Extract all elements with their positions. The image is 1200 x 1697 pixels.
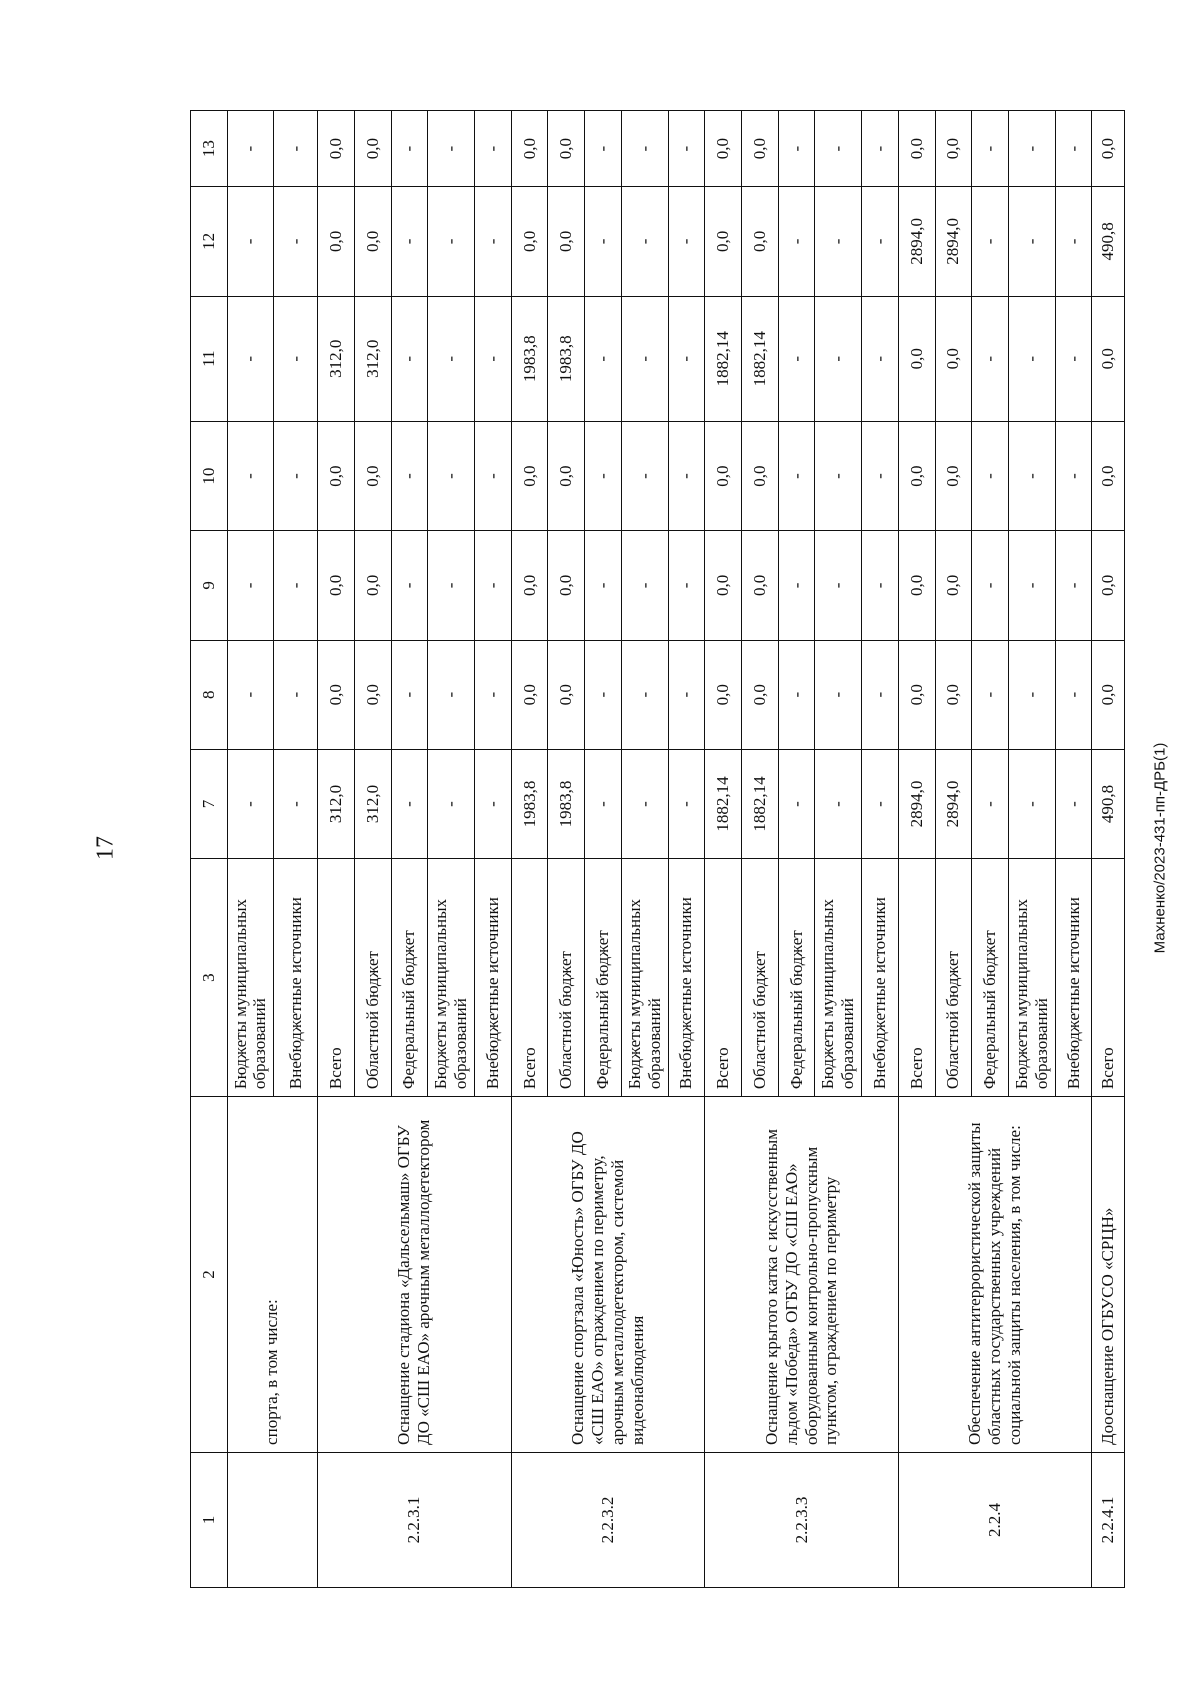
value-cell: - <box>668 640 705 749</box>
funding-source-cell: Федеральный бюджет <box>585 859 622 1097</box>
table-frame <box>190 110 1125 1588</box>
value-cell: - <box>227 421 274 530</box>
value-cell: - <box>621 640 668 749</box>
value-cell: - <box>862 531 899 640</box>
value-cell: - <box>474 421 511 530</box>
value-cell: - <box>274 640 318 749</box>
value-cell: - <box>862 296 899 421</box>
value-cell: - <box>391 421 428 530</box>
value-cell: - <box>815 296 862 421</box>
value-cell: - <box>668 187 705 296</box>
value-cell: - <box>778 640 815 749</box>
value-cell: - <box>668 296 705 421</box>
value-cell: 0,0 <box>898 531 935 640</box>
value-cell: 0,0 <box>511 421 548 530</box>
value-cell: 0,0 <box>935 111 972 187</box>
value-cell: 0,0 <box>705 531 742 640</box>
value-cell: - <box>227 187 274 296</box>
document-code: Махненко/2023-431-пп-ДРБ(1) <box>1151 742 1169 954</box>
table-row <box>898 111 935 1588</box>
value-cell: - <box>274 531 318 640</box>
funding-source-cell: Внебюджетные источники <box>474 859 511 1097</box>
value-cell: 0,0 <box>354 421 391 530</box>
value-cell: - <box>815 531 862 640</box>
value-cell: 1882,14 <box>705 296 742 421</box>
funding-source-cell: Внебюджетные источники <box>668 859 705 1097</box>
value-cell: - <box>428 111 475 187</box>
value-cell: - <box>474 640 511 749</box>
funding-source-cell: Бюджеты муниципальных образований <box>621 859 668 1097</box>
value-cell: - <box>274 111 318 187</box>
column-header: 2 <box>191 1097 228 1453</box>
funding-source-cell: Всего <box>898 859 935 1097</box>
value-cell: 0,0 <box>898 421 935 530</box>
value-cell: - <box>972 640 1009 749</box>
value-cell: - <box>862 187 899 296</box>
funding-source-cell: Федеральный бюджет <box>778 859 815 1097</box>
column-header: 3 <box>191 859 228 1097</box>
item-name-cell: Оснащение спортзала «Юность» ОГБУ ДО «СШ ЕАО» ограждением по периметру, арочным металлодетектором, системой видеонаблюдения <box>511 1097 705 1453</box>
value-cell: - <box>391 296 428 421</box>
value-cell: 0,0 <box>935 640 972 749</box>
funding-source-cell: Федеральный бюджет <box>391 859 428 1097</box>
item-name-cell: Дооснащение ОГБУСО «СРЦН» <box>1092 1097 1125 1453</box>
value-cell: - <box>778 111 815 187</box>
value-cell: - <box>474 111 511 187</box>
funding-source-cell: Бюджеты муниципальных образований <box>227 859 274 1097</box>
value-cell: - <box>227 111 274 187</box>
value-cell: - <box>585 421 622 530</box>
value-cell: 0,0 <box>318 640 355 749</box>
value-cell: 312,0 <box>354 749 391 858</box>
item-number-cell: 2.2.3.1 <box>318 1452 512 1587</box>
value-cell: 0,0 <box>511 640 548 749</box>
value-cell: 0,0 <box>318 421 355 530</box>
value-cell: - <box>1055 749 1092 858</box>
item-name-cell: Оснащение стадиона «Дальсельмаш» ОГБУ ДО «СШ ЕАО» арочным металлодетектором <box>318 1097 512 1453</box>
value-cell: - <box>1008 111 1055 187</box>
value-cell: 0,0 <box>741 640 778 749</box>
value-cell: - <box>274 421 318 530</box>
value-cell: 1983,8 <box>511 296 548 421</box>
column-header: 1 <box>191 1452 228 1587</box>
value-cell: - <box>428 296 475 421</box>
value-cell: 0,0 <box>354 187 391 296</box>
value-cell: 0,0 <box>741 111 778 187</box>
funding-source-cell: Областной бюджет <box>354 859 391 1097</box>
value-cell: - <box>668 531 705 640</box>
value-cell: 0,0 <box>548 111 585 187</box>
funding-source-cell: Внебюджетные источники <box>862 859 899 1097</box>
value-cell: 1983,8 <box>548 749 585 858</box>
value-cell: 0,0 <box>1092 111 1125 187</box>
value-cell: - <box>1008 421 1055 530</box>
funding-source-cell: Внебюджетные источники <box>1055 859 1092 1097</box>
value-cell: 0,0 <box>898 296 935 421</box>
value-cell: - <box>585 531 622 640</box>
item-name-cell: Обеспечение антитеррористической защиты областных государственных учреждений социальной защиты населения, в том числе: <box>898 1097 1092 1453</box>
value-cell: - <box>621 296 668 421</box>
value-cell: - <box>391 111 428 187</box>
value-cell: - <box>815 640 862 749</box>
value-cell: 0,0 <box>898 111 935 187</box>
value-cell: 0,0 <box>705 187 742 296</box>
value-cell: - <box>1008 749 1055 858</box>
value-cell: - <box>815 111 862 187</box>
value-cell: - <box>428 421 475 530</box>
value-cell: - <box>972 421 1009 530</box>
value-cell: - <box>972 187 1009 296</box>
funding-source-cell: Внебюджетные источники <box>274 859 318 1097</box>
value-cell: - <box>668 421 705 530</box>
budget-table <box>190 110 1125 1588</box>
value-cell: - <box>778 749 815 858</box>
value-cell: 0,0 <box>511 531 548 640</box>
column-header: 9 <box>191 531 228 640</box>
value-cell: 0,0 <box>741 187 778 296</box>
value-cell: - <box>862 111 899 187</box>
value-cell: - <box>474 531 511 640</box>
value-cell: - <box>227 531 274 640</box>
value-cell: - <box>474 296 511 421</box>
column-header: 8 <box>191 640 228 749</box>
value-cell: 0,0 <box>548 640 585 749</box>
value-cell: - <box>227 296 274 421</box>
funding-source-cell: Бюджеты муниципальных образований <box>1008 859 1055 1097</box>
value-cell: 312,0 <box>318 296 355 421</box>
column-header: 12 <box>191 187 228 296</box>
value-cell: 2894,0 <box>898 749 935 858</box>
value-cell: - <box>778 296 815 421</box>
funding-source-cell: Всего <box>511 859 548 1097</box>
value-cell: - <box>972 111 1009 187</box>
value-cell: - <box>621 749 668 858</box>
value-cell: - <box>815 187 862 296</box>
value-cell: - <box>668 749 705 858</box>
table-row <box>318 111 355 1588</box>
value-cell: - <box>621 531 668 640</box>
item-name-cell: спорта, в том числе: <box>227 1097 318 1453</box>
value-cell: - <box>227 640 274 749</box>
value-cell: - <box>585 640 622 749</box>
value-cell: - <box>428 640 475 749</box>
value-cell: 0,0 <box>1092 296 1125 421</box>
value-cell: 0,0 <box>741 531 778 640</box>
funding-source-cell: Всего <box>318 859 355 1097</box>
value-cell: - <box>1055 421 1092 530</box>
funding-source-cell: Областной бюджет <box>548 859 585 1097</box>
value-cell: - <box>778 531 815 640</box>
value-cell: - <box>391 187 428 296</box>
value-cell: - <box>474 187 511 296</box>
value-cell: 0,0 <box>935 531 972 640</box>
value-cell: - <box>862 421 899 530</box>
value-cell: - <box>621 111 668 187</box>
value-cell: 1882,14 <box>741 296 778 421</box>
value-cell: - <box>972 749 1009 858</box>
funding-source-cell: Бюджеты муниципальных образований <box>815 859 862 1097</box>
value-cell: - <box>1055 111 1092 187</box>
value-cell: 2894,0 <box>935 187 972 296</box>
value-cell: - <box>1008 531 1055 640</box>
funding-source-cell: Всего <box>1092 859 1125 1097</box>
value-cell: 1882,14 <box>741 749 778 858</box>
value-cell: - <box>862 640 899 749</box>
value-cell: - <box>274 187 318 296</box>
value-cell: - <box>972 296 1009 421</box>
rotated-table-container <box>190 110 1125 1588</box>
value-cell: 0,0 <box>511 111 548 187</box>
item-name-cell: Оснащение крытого катка с искусственным льдом «Победа» ОГБУ ДО «СШ ЕАО» оборудованным контрольно-пропускным пунктом, ограждением по периметру <box>705 1097 899 1453</box>
value-cell: - <box>585 296 622 421</box>
value-cell: - <box>1055 640 1092 749</box>
value-cell: 0,0 <box>705 640 742 749</box>
column-header: 13 <box>191 111 228 187</box>
value-cell: 0,0 <box>898 640 935 749</box>
value-cell: - <box>391 531 428 640</box>
value-cell: - <box>972 531 1009 640</box>
column-header: 10 <box>191 421 228 530</box>
item-number-cell: 2.2.3.2 <box>511 1452 705 1587</box>
value-cell: - <box>668 111 705 187</box>
value-cell: - <box>815 421 862 530</box>
value-cell: - <box>391 749 428 858</box>
value-cell: 2894,0 <box>935 749 972 858</box>
item-number-cell: 2.2.3.3 <box>705 1452 899 1587</box>
table-row <box>227 111 274 1588</box>
funding-source-cell: Областной бюджет <box>741 859 778 1097</box>
value-cell: - <box>1055 187 1092 296</box>
value-cell: 0,0 <box>318 111 355 187</box>
value-cell: 0,0 <box>705 111 742 187</box>
funding-source-cell: Всего <box>705 859 742 1097</box>
value-cell: 0,0 <box>354 531 391 640</box>
item-number-cell <box>227 1452 318 1587</box>
value-cell: - <box>815 749 862 858</box>
value-cell: - <box>474 749 511 858</box>
value-cell: - <box>585 111 622 187</box>
value-cell: 0,0 <box>1092 421 1125 530</box>
value-cell: - <box>1008 187 1055 296</box>
value-cell: 0,0 <box>1092 640 1125 749</box>
value-cell: - <box>274 749 318 858</box>
page-number: 17 <box>92 836 119 860</box>
value-cell: 0,0 <box>935 296 972 421</box>
value-cell: 0,0 <box>354 111 391 187</box>
value-cell: 0,0 <box>705 421 742 530</box>
value-cell: - <box>621 187 668 296</box>
value-cell: 0,0 <box>511 187 548 296</box>
value-cell: 0,0 <box>741 421 778 530</box>
value-cell: - <box>1008 640 1055 749</box>
column-header: 11 <box>191 296 228 421</box>
value-cell: - <box>428 749 475 858</box>
value-cell: 0,0 <box>935 421 972 530</box>
value-cell: - <box>227 749 274 858</box>
value-cell: 312,0 <box>318 749 355 858</box>
value-cell: - <box>428 187 475 296</box>
table-row <box>511 111 548 1588</box>
value-cell: - <box>1055 531 1092 640</box>
table-row <box>1092 111 1125 1588</box>
value-cell: 0,0 <box>1092 531 1125 640</box>
value-cell: 0,0 <box>548 421 585 530</box>
value-cell: - <box>585 187 622 296</box>
value-cell: 312,0 <box>354 296 391 421</box>
value-cell: - <box>391 640 428 749</box>
value-cell: - <box>1055 296 1092 421</box>
funding-source-cell: Федеральный бюджет <box>972 859 1009 1097</box>
funding-source-cell: Бюджеты муниципальных образований <box>428 859 475 1097</box>
value-cell: 1983,8 <box>548 296 585 421</box>
value-cell: 490,8 <box>1092 187 1125 296</box>
value-cell: - <box>428 531 475 640</box>
value-cell: - <box>274 296 318 421</box>
table-row <box>705 111 742 1588</box>
value-cell: 0,0 <box>548 531 585 640</box>
table-header-row <box>191 111 228 1588</box>
value-cell: 0,0 <box>548 187 585 296</box>
item-number-cell: 2.2.4.1 <box>1092 1452 1125 1587</box>
value-cell: - <box>585 749 622 858</box>
value-cell: - <box>1008 296 1055 421</box>
column-header: 7 <box>191 749 228 858</box>
value-cell: 0,0 <box>318 531 355 640</box>
value-cell: - <box>778 187 815 296</box>
item-number-cell: 2.2.4 <box>898 1452 1092 1587</box>
value-cell: 2894,0 <box>898 187 935 296</box>
value-cell: 0,0 <box>354 640 391 749</box>
value-cell: - <box>862 749 899 858</box>
value-cell: - <box>621 421 668 530</box>
value-cell: 1882,14 <box>705 749 742 858</box>
value-cell: 1983,8 <box>511 749 548 858</box>
funding-source-cell: Областной бюджет <box>935 859 972 1097</box>
value-cell: - <box>778 421 815 530</box>
value-cell: 490,8 <box>1092 749 1125 858</box>
value-cell: 0,0 <box>318 187 355 296</box>
